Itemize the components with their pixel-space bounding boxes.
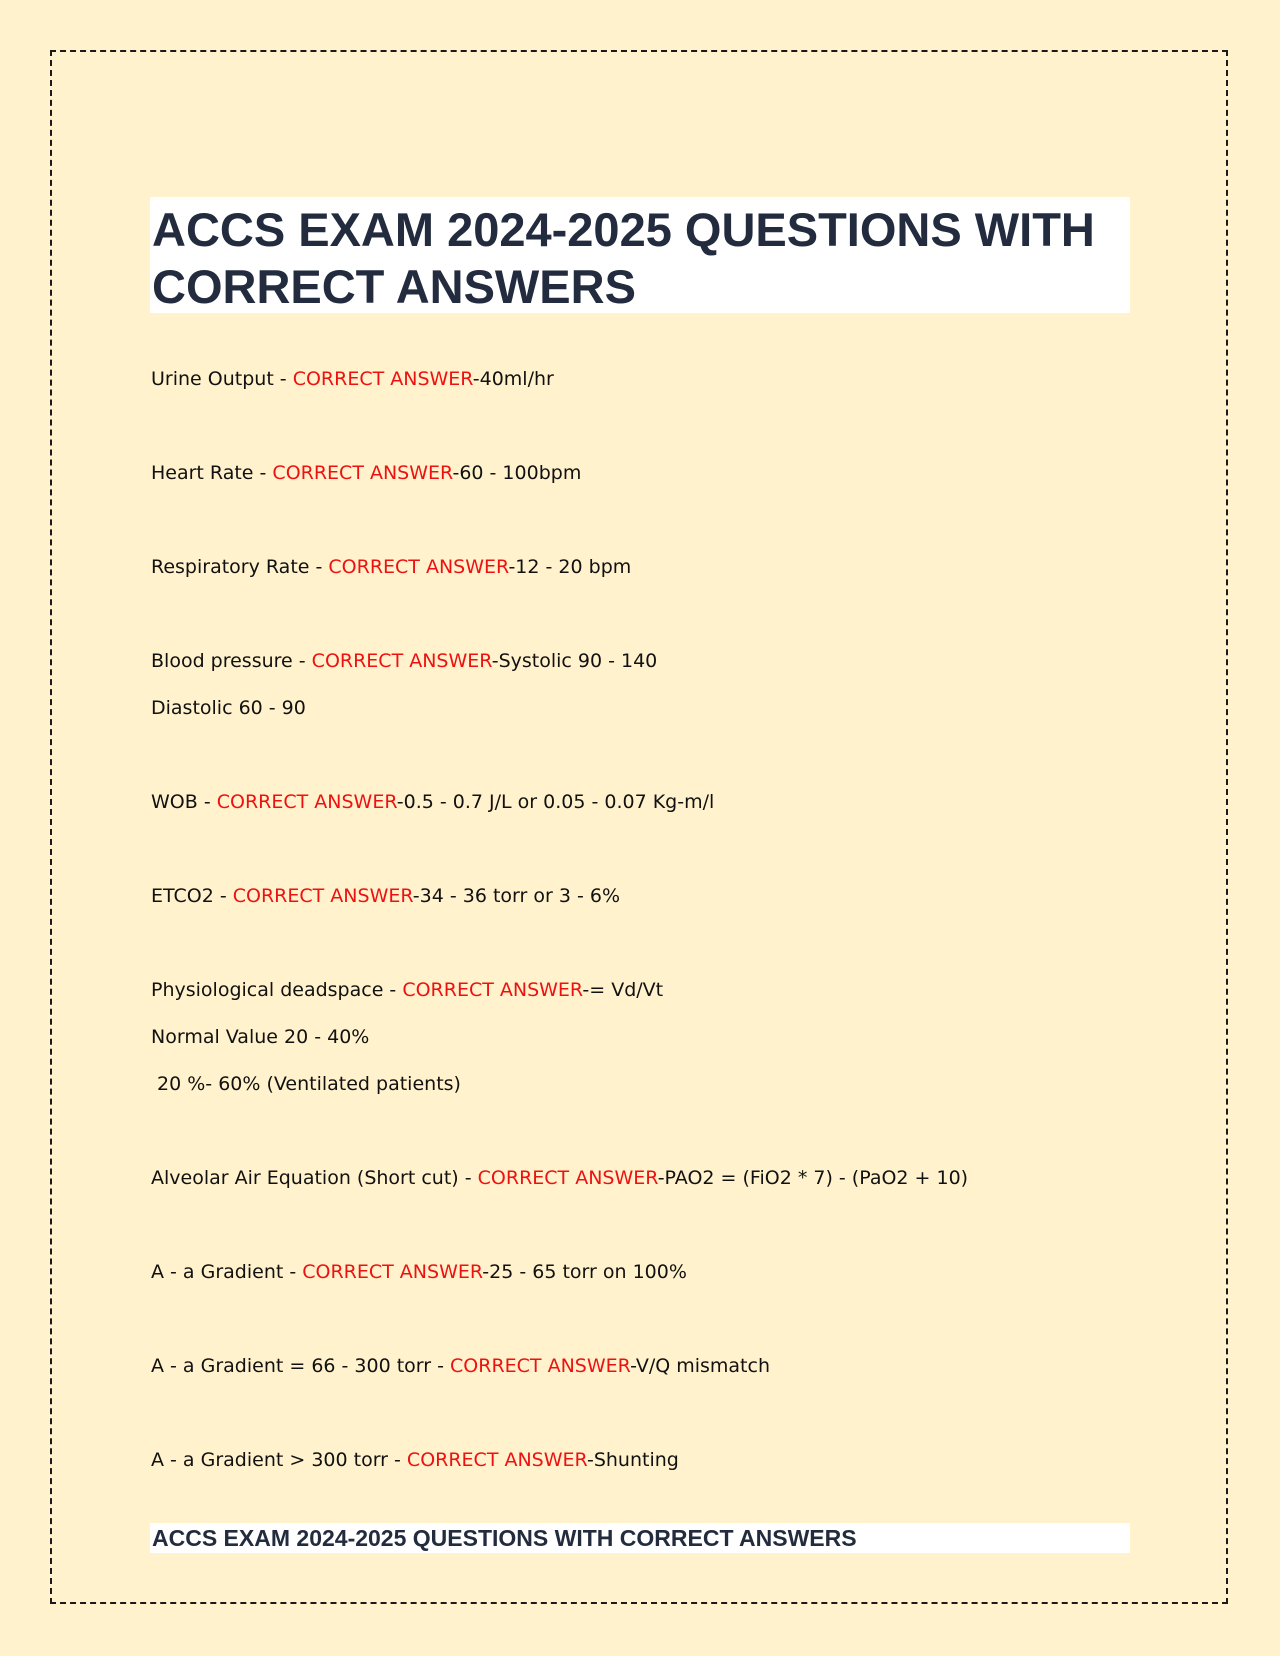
answer-text: -V/Q mismatch xyxy=(630,1355,770,1377)
qa-entry xyxy=(151,450,1131,497)
document-title: ACCS EXAM 2024-2025 QUESTIONS WITH CORRECT ANSWERS xyxy=(152,203,1095,313)
correct-answer-marker: CORRECT ANSWER xyxy=(311,650,492,672)
qa-line xyxy=(151,1437,1131,1484)
answer-continuation: 20 %- 60% (Ventilated patients) xyxy=(151,1073,461,1095)
correct-answer-marker: CORRECT ANSWER xyxy=(272,462,453,484)
qa-line xyxy=(151,638,1131,685)
correct-answer-marker: CORRECT ANSWER xyxy=(216,791,397,813)
correct-answer-marker: CORRECT ANSWER xyxy=(450,1355,631,1377)
answer-text: -12 - 20 bpm xyxy=(508,556,632,578)
qa-entry xyxy=(151,1343,1131,1390)
title-box xyxy=(150,197,1130,313)
question-text: Urine Output - xyxy=(151,368,293,390)
qa-entry xyxy=(151,779,1131,826)
qa-line xyxy=(151,1343,1131,1390)
question-text: WOB - xyxy=(151,791,217,813)
answer-continuation: Diastolic 60 - 90 xyxy=(151,697,306,719)
qa-entry xyxy=(151,356,1131,403)
correct-answer-marker: CORRECT ANSWER xyxy=(302,1261,483,1283)
correct-answer-marker: CORRECT ANSWER xyxy=(402,979,583,1001)
qa-line xyxy=(151,1155,1131,1202)
question-text: ETCO2 - xyxy=(151,885,233,907)
qa-line xyxy=(151,779,1131,826)
question-text: Blood pressure - xyxy=(151,650,312,672)
qa-line xyxy=(151,967,1131,1014)
question-text: Heart Rate - xyxy=(151,462,273,484)
qa-line xyxy=(151,1249,1131,1296)
question-text: A - a Gradient - xyxy=(151,1261,303,1283)
answer-text: -34 - 36 torr or 3 - 6% xyxy=(412,885,621,907)
qa-entry xyxy=(151,544,1131,591)
correct-answer-marker: CORRECT ANSWER xyxy=(406,1449,587,1471)
qa-line xyxy=(151,450,1131,497)
qa-entry xyxy=(151,638,1131,732)
qa-entry xyxy=(151,873,1131,920)
correct-answer-marker: CORRECT ANSWER xyxy=(292,368,473,390)
answer-continuation: Normal Value 20 - 40% xyxy=(151,1026,370,1048)
document-footer: ACCS EXAM 2024-2025 QUESTIONS WITH CORRECT ANSWERS xyxy=(152,1525,857,1551)
answer-text: -60 - 100bpm xyxy=(452,462,582,484)
qa-entry xyxy=(151,1437,1131,1484)
question-text: Alveolar Air Equation (Short cut) - xyxy=(151,1167,478,1189)
correct-answer-marker: CORRECT ANSWER xyxy=(232,885,413,907)
qa-entry xyxy=(151,967,1131,1108)
correct-answer-marker: CORRECT ANSWER xyxy=(477,1167,658,1189)
answer-text: -0.5 - 0.7 J/L or 0.05 - 0.07 Kg-m/l xyxy=(396,791,715,813)
qa-line xyxy=(151,544,1131,591)
answer-text: -Shunting xyxy=(586,1449,679,1471)
footer-box xyxy=(150,1523,1130,1553)
question-text: A - a Gradient = 66 - 300 torr - xyxy=(151,1355,451,1377)
answer-text: -PAO2 = (FiO2 * 7) - (PaO2 + 10) xyxy=(657,1167,969,1189)
qa-entry xyxy=(151,1155,1131,1202)
answer-text: -25 - 65 torr on 100% xyxy=(482,1261,687,1283)
question-text: Physiological deadspace - xyxy=(151,979,403,1001)
qa-entry xyxy=(151,1249,1131,1296)
answer-text: -= Vd/Vt xyxy=(582,979,664,1001)
question-text: Respiratory Rate - xyxy=(151,556,329,578)
answer-text: -40ml/hr xyxy=(472,368,554,390)
qa-list xyxy=(151,356,1131,1531)
correct-answer-marker: CORRECT ANSWER xyxy=(328,556,509,578)
question-text: A - a Gradient > 300 torr - xyxy=(151,1449,407,1471)
answer-text: -Systolic 90 - 140 xyxy=(491,650,658,672)
qa-line xyxy=(151,356,1131,403)
qa-line xyxy=(151,873,1131,920)
